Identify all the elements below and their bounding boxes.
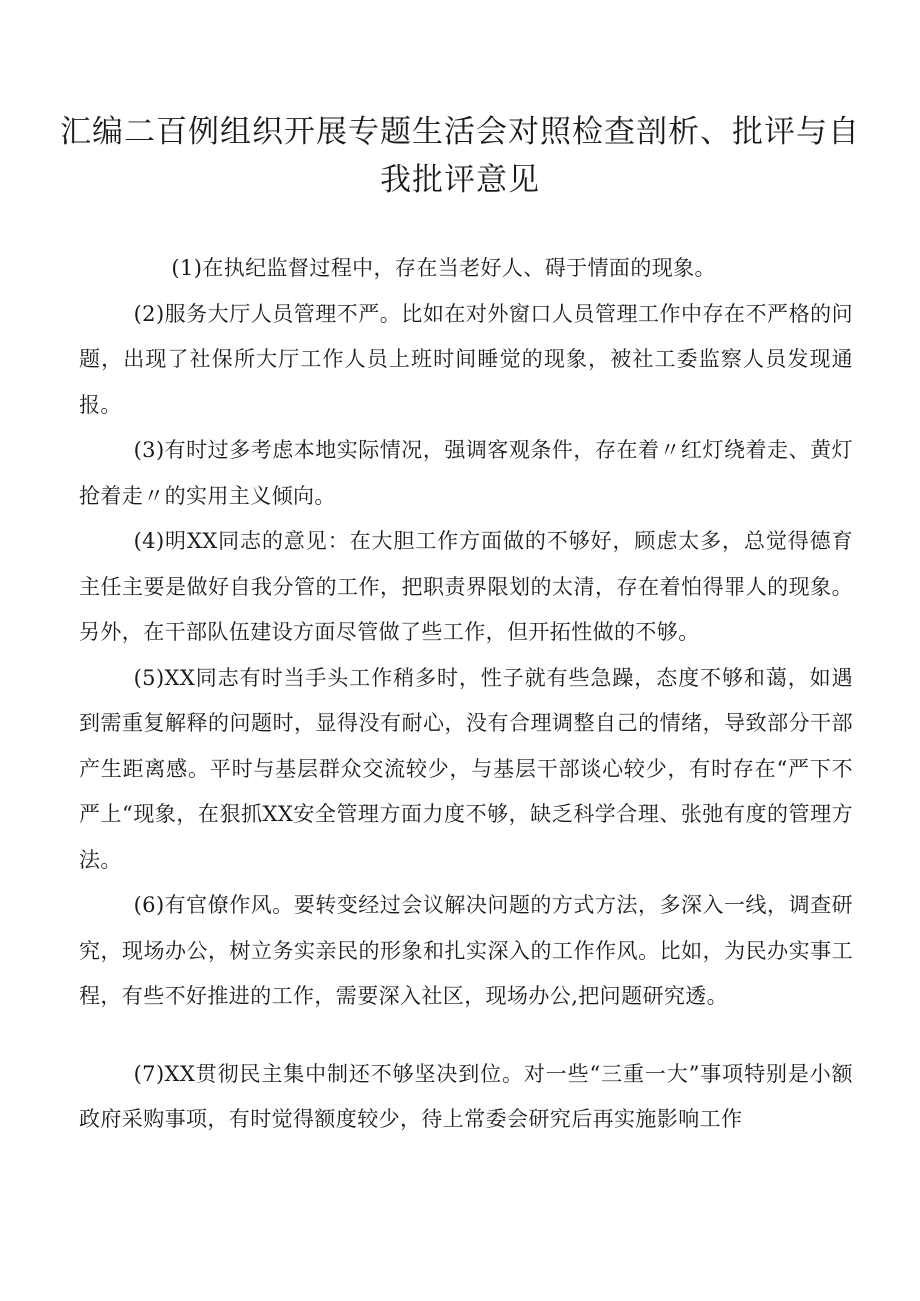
paragraph-7: (7)XX贯彻民主集中制还不够坚决到位。对一些“三重一大”事项特别是小额政府采购事项，有时觉得额度较少，待上常委会研究后再实施影响工作 xyxy=(79,1061,853,1131)
paragraph-4: (4)明XX同志的意见：在大胆工作方面做的不够好，顾虑太多，总觉得德育主任主要是做好自我分管的工作，把职责界限划的太清，存在着怕得罪人的现象。另外，在干部队伍建设方面尽管做了些工作，但开拓性做的不够。 xyxy=(79,529,853,644)
document-title: 汇编二百例组织开展专题生活会对照检查剖析、批评与自我批评意见 xyxy=(60,114,860,198)
paragraph-6: (6)有官僚作风。要转变经过会议解决问题的方式方法，多深入一线，调查研究，现场办公，树立务实亲民的形象和扎实深入的工作作风。比如，为民办实事工程，有些不好推进的工作，需要深入社区，现场办公,把问题研究透。 xyxy=(79,893,853,1008)
paragraph-5: (5)XX同志有时当手头工作稍多时，性子就有些急躁，态度不够和蔼，如遇到需重复解释的问题时，显得没有耐心，没有合理调整自己的情绪，导致部分干部产生距离感。平时与基层群众交流较少，与基层干部谈心较少，有时存在“严下不严上“现象，在狠抓XX安全管理方面力度不够，缺乏科学合理、张弛有度的管理方法。 xyxy=(79,665,853,872)
paragraph-2: (2)服务大厅人员管理不严。比如在对外窗口人员管理工作中存在不严格的问题，出现了社保所大厅工作人员上班时间睡觉的现象，被社工委监察人员发现通报。 xyxy=(79,301,853,417)
paragraph-3: (3)有时过多考虑本地实际情况，强调客观条件，存在着〃红灯绕着走、黄灯抢着走〃的实用主义倾向。 xyxy=(79,438,853,508)
paragraph-1: (1)在执纪监督过程中，存在当老好人、碍于情面的现象。 xyxy=(171,256,716,280)
document-body xyxy=(79,246,853,1143)
